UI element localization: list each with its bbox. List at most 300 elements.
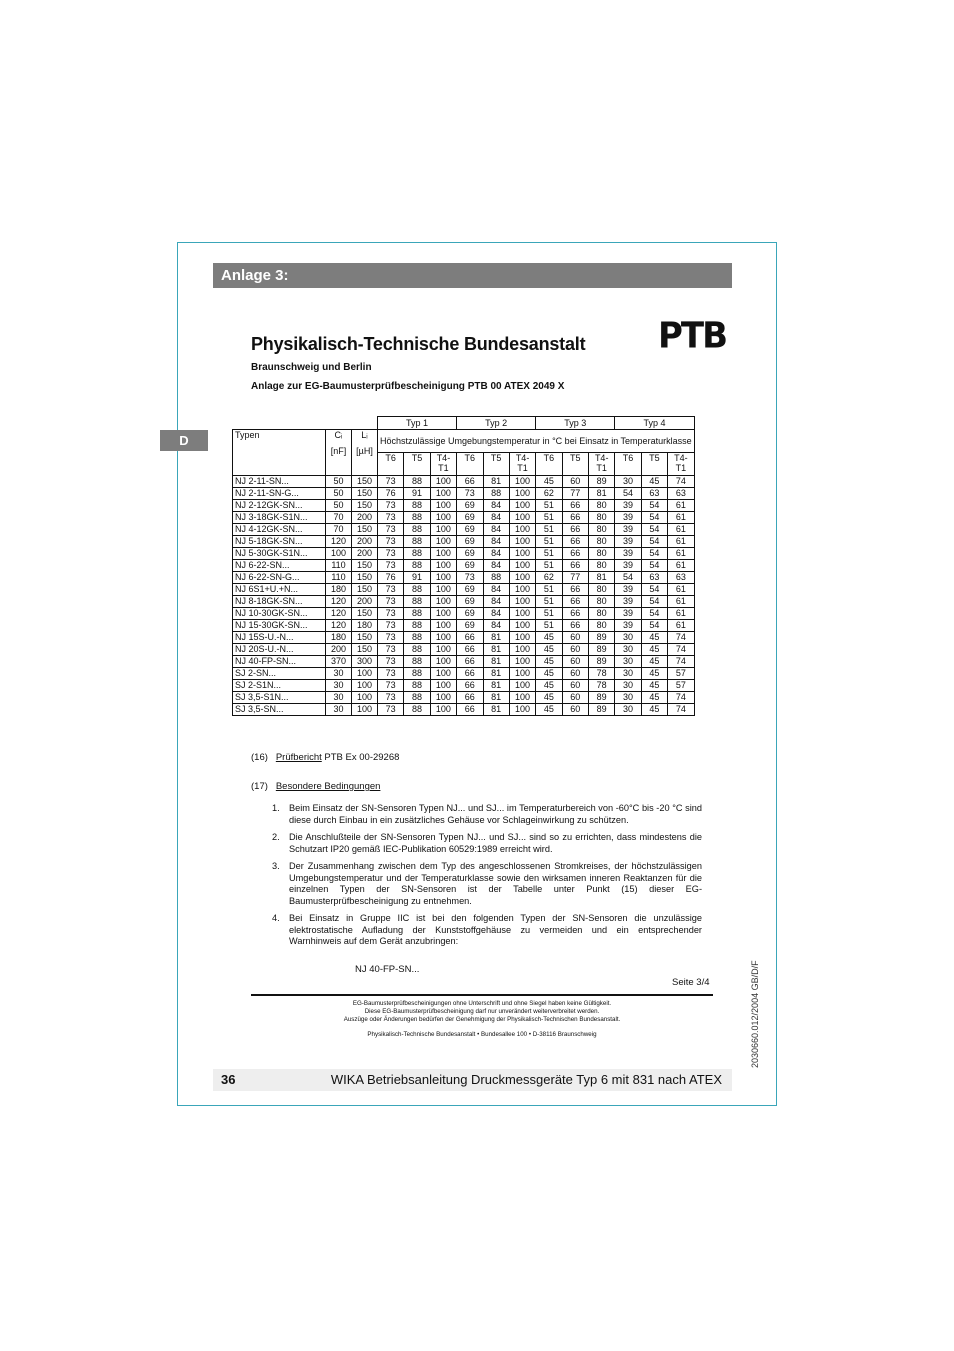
- inductance-cell: 200: [352, 536, 378, 548]
- temperature-cell: 88: [404, 692, 430, 704]
- temperature-cell: 81: [483, 656, 509, 668]
- col-l-header: [352, 430, 378, 476]
- sensor-types-table: [232, 416, 695, 716]
- temperature-cell: 84: [483, 524, 509, 536]
- temperature-cell: 100: [509, 608, 535, 620]
- temperature-cell: 76: [378, 572, 404, 584]
- fine-print-line: Diese EG-Baumusterprüfbescheinigung darf nur unverändert weiterverbreitet werden.: [364, 1008, 600, 1015]
- temperature-cell: 89: [589, 656, 615, 668]
- temperature-cell: 100: [509, 548, 535, 560]
- temperature-cell: 39: [615, 608, 641, 620]
- temperature-cell: 66: [457, 632, 483, 644]
- temperature-cell: 100: [509, 680, 535, 692]
- fine-print-line: Auszüge oder Änderungen bedürfen der Genehmigung der Physikalisch-Technischen Bundesanstalt.: [343, 1016, 621, 1023]
- col-l-label: Lᵢ: [361, 430, 368, 440]
- temperature-cell: 100: [509, 668, 535, 680]
- temperature-cell: 30: [615, 656, 641, 668]
- temp-class-header: T4-T1: [430, 453, 456, 476]
- capacitance-cell: 110: [326, 560, 352, 572]
- divider: [251, 994, 713, 996]
- sensor-type-cell: NJ 15S-U.-N...: [233, 632, 326, 644]
- ptb-logo: PTB: [658, 315, 727, 357]
- temperature-cell: 100: [509, 692, 535, 704]
- institute-title: Physikalisch-Technische Bundesanstalt: [251, 334, 586, 354]
- temperature-cell: 45: [641, 632, 667, 644]
- temperature-cell: 100: [430, 596, 456, 608]
- nj40-sensor-line: NJ 40-FP-SN...: [355, 964, 420, 975]
- temperature-cell: 51: [536, 512, 562, 524]
- temperature-cell: 66: [562, 620, 588, 632]
- temperature-cell: 88: [404, 704, 430, 716]
- temperature-cell: 80: [589, 524, 615, 536]
- temperature-cell: 84: [483, 536, 509, 548]
- inductance-cell: 100: [352, 704, 378, 716]
- table-row: [233, 608, 695, 620]
- inductance-cell: 100: [352, 680, 378, 692]
- temperature-cell: 69: [457, 560, 483, 572]
- capacitance-cell: 180: [326, 632, 352, 644]
- temperature-cell: 100: [430, 584, 456, 596]
- temperature-cell: 89: [589, 632, 615, 644]
- sensor-type-cell: NJ 10-30GK-SN...: [233, 608, 326, 620]
- temperature-cell: 78: [589, 668, 615, 680]
- sensor-type-cell: NJ 6-22-SN...: [233, 560, 326, 572]
- temperature-cell: 60: [562, 476, 588, 488]
- temperature-cell: 45: [536, 680, 562, 692]
- temperature-cell: 73: [378, 620, 404, 632]
- temperature-cell: 74: [668, 704, 694, 716]
- table-row: [233, 572, 695, 584]
- temperature-cell: 66: [562, 536, 588, 548]
- temperature-cell: 45: [641, 668, 667, 680]
- temperature-cell: 88: [404, 536, 430, 548]
- typ-header: Typ 3: [536, 417, 615, 430]
- temperature-cell: 84: [483, 560, 509, 572]
- temperature-cell: 88: [404, 476, 430, 488]
- temperature-cell: 100: [509, 656, 535, 668]
- temperature-cell: 66: [562, 596, 588, 608]
- table-row: [233, 560, 695, 572]
- temperature-cell: 66: [457, 680, 483, 692]
- temperature-cell: 51: [536, 524, 562, 536]
- section-17: [251, 781, 380, 792]
- temperature-cell: 100: [430, 680, 456, 692]
- capacitance-cell: 70: [326, 524, 352, 536]
- temperature-cell: 39: [615, 536, 641, 548]
- temperature-cell: 51: [536, 500, 562, 512]
- temperature-cell: 100: [509, 488, 535, 500]
- temperature-cell: 45: [641, 656, 667, 668]
- temperature-cell: 66: [457, 644, 483, 656]
- temperature-cell: 51: [536, 536, 562, 548]
- temperature-cell: 73: [378, 668, 404, 680]
- temperature-cell: 88: [404, 596, 430, 608]
- temperature-cell: 66: [457, 692, 483, 704]
- temperature-cell: 84: [483, 620, 509, 632]
- section-17-number: (17): [251, 781, 268, 792]
- temp-class-header: T5: [483, 453, 509, 476]
- temperature-cell: 81: [483, 476, 509, 488]
- temperature-cell: 100: [509, 476, 535, 488]
- fine-print-line: EG-Baumusterprüfbescheinigungen ohne Unterschrift und ohne Siegel haben keine Gültigkeit.: [352, 1000, 612, 1007]
- capacitance-cell: 30: [326, 680, 352, 692]
- capacitance-cell: 50: [326, 500, 352, 512]
- sensor-type-cell: NJ 2-11-SN...: [233, 476, 326, 488]
- temperature-cell: 66: [562, 548, 588, 560]
- temperature-cell: 54: [641, 548, 667, 560]
- temperature-cell: 45: [536, 692, 562, 704]
- section-16-value: PTB Ex 00-29268: [321, 752, 400, 763]
- temperature-cell: 80: [589, 596, 615, 608]
- temperature-cell: 74: [668, 644, 694, 656]
- table-row: [233, 548, 695, 560]
- sensor-type-cell: NJ 6S1+U.+N...: [233, 584, 326, 596]
- temperature-cell: 88: [404, 608, 430, 620]
- temperature-cell: 30: [615, 668, 641, 680]
- temperature-cell: 69: [457, 500, 483, 512]
- table-row: [233, 476, 695, 488]
- temperature-cell: 30: [615, 704, 641, 716]
- section-16: [251, 752, 399, 763]
- temperature-cell: 81: [589, 488, 615, 500]
- temperature-cell: 73: [378, 608, 404, 620]
- sensor-type-cell: NJ 2-11-SN-G...: [233, 488, 326, 500]
- temp-class-header: T5: [641, 453, 667, 476]
- temperature-cell: 30: [615, 476, 641, 488]
- temperature-cell: 81: [483, 632, 509, 644]
- condition-item: 3. Der Zusammenhang zwischen dem Typ des angeschlossenen Stromkreises, der höchstzulässigen Umgebungstemperatur und der Temperaturklasse sowie den wirksamen inneren Reaktanzen für die einzelnen Typen der SN-Sensoren ist der Tabelle unter Punkt (15) dieser EG-Baumusterprüfbescheinigung zu entnehmen.: [272, 861, 702, 906]
- temperature-cell: 39: [615, 596, 641, 608]
- temperature-cell: 88: [404, 632, 430, 644]
- temperature-cell: 61: [668, 548, 694, 560]
- temperature-cell: 88: [404, 512, 430, 524]
- inductance-cell: 150: [352, 488, 378, 500]
- temperature-cell: 73: [378, 656, 404, 668]
- temperature-cell: 73: [378, 476, 404, 488]
- capacitance-cell: 100: [326, 548, 352, 560]
- temperature-cell: 100: [430, 704, 456, 716]
- table-row: [233, 584, 695, 596]
- capacitance-cell: 120: [326, 596, 352, 608]
- temperature-cell: 89: [589, 704, 615, 716]
- section-17-label: Besondere Bedingungen: [275, 781, 381, 792]
- temperature-cell: 60: [562, 656, 588, 668]
- temp-class-header: T4-T1: [589, 453, 615, 476]
- page-number: 36: [221, 1072, 236, 1087]
- location-subtitle: Braunschweig und Berlin: [251, 362, 372, 373]
- table-row: [233, 692, 695, 704]
- temp-class-header: T6: [457, 453, 483, 476]
- temperature-cell: 30: [615, 644, 641, 656]
- col-typen-header: Typen: [233, 430, 326, 476]
- temperature-cell: 45: [536, 632, 562, 644]
- temperature-cell: 66: [457, 656, 483, 668]
- inductance-cell: 150: [352, 608, 378, 620]
- temperature-cell: 78: [589, 680, 615, 692]
- temperature-cell: 45: [536, 656, 562, 668]
- temperature-cell: 62: [536, 572, 562, 584]
- temperature-cell: 100: [430, 488, 456, 500]
- temperature-cell: 45: [536, 476, 562, 488]
- temperature-cell: 66: [457, 476, 483, 488]
- temperature-cell: 100: [430, 632, 456, 644]
- temperature-cell: 100: [430, 500, 456, 512]
- temperature-cell: 61: [668, 536, 694, 548]
- temperature-cell: 100: [430, 620, 456, 632]
- inductance-cell: 150: [352, 500, 378, 512]
- temperature-cell: 91: [404, 572, 430, 584]
- temperature-cell: 69: [457, 596, 483, 608]
- temperature-cell: 54: [641, 524, 667, 536]
- temperature-cell: 73: [457, 488, 483, 500]
- temperature-cell: 66: [562, 608, 588, 620]
- temperature-cell: 88: [404, 680, 430, 692]
- temperature-group-title: Höchstzulässige Umgebungstemperatur in °C bei Einsatz in Temperaturklasse: [378, 430, 695, 453]
- inductance-cell: 100: [352, 692, 378, 704]
- table-row: [233, 644, 695, 656]
- table-row: [233, 524, 695, 536]
- inductance-cell: 150: [352, 584, 378, 596]
- temperature-cell: 63: [641, 572, 667, 584]
- capacitance-cell: 30: [326, 668, 352, 680]
- sensor-type-cell: NJ 2-12GK-SN...: [233, 500, 326, 512]
- temp-class-header: T5: [562, 453, 588, 476]
- temperature-cell: 100: [509, 704, 535, 716]
- temperature-cell: 54: [641, 560, 667, 572]
- temperature-cell: 84: [483, 596, 509, 608]
- table-row: [233, 656, 695, 668]
- capacitance-cell: 370: [326, 656, 352, 668]
- temperature-cell: 73: [378, 548, 404, 560]
- temperature-cell: 100: [509, 536, 535, 548]
- temperature-cell: 66: [457, 668, 483, 680]
- temperature-cell: 84: [483, 608, 509, 620]
- temperature-cell: 84: [483, 500, 509, 512]
- temperature-cell: 54: [641, 584, 667, 596]
- temperature-cell: 84: [483, 584, 509, 596]
- temperature-cell: 77: [562, 488, 588, 500]
- temperature-cell: 100: [509, 512, 535, 524]
- temperature-cell: 61: [668, 560, 694, 572]
- temperature-cell: 45: [641, 644, 667, 656]
- capacitance-cell: 180: [326, 584, 352, 596]
- temperature-cell: 88: [483, 488, 509, 500]
- temperature-cell: 81: [483, 668, 509, 680]
- temperature-cell: 80: [589, 548, 615, 560]
- temperature-cell: 39: [615, 584, 641, 596]
- sensor-type-cell: NJ 3-18GK-S1N...: [233, 512, 326, 524]
- temperature-cell: 81: [483, 644, 509, 656]
- temp-class-header: T6: [536, 453, 562, 476]
- temperature-cell: 100: [509, 596, 535, 608]
- temperature-cell: 45: [536, 704, 562, 716]
- inductance-cell: 150: [352, 632, 378, 644]
- capacitance-cell: 200: [326, 644, 352, 656]
- temperature-cell: 73: [378, 536, 404, 548]
- temperature-cell: 61: [668, 500, 694, 512]
- footer-title: WIKA Betriebsanleitung Druckmessgeräte Typ 6 mit 831 nach ATEX: [330, 1072, 722, 1087]
- temperature-cell: 45: [641, 680, 667, 692]
- temperature-cell: 73: [378, 692, 404, 704]
- temperature-cell: 54: [641, 608, 667, 620]
- temperature-cell: 73: [378, 644, 404, 656]
- temperature-cell: 73: [378, 560, 404, 572]
- inductance-cell: 200: [352, 596, 378, 608]
- temperature-cell: 54: [615, 488, 641, 500]
- temperature-cell: 89: [589, 644, 615, 656]
- inductance-cell: 150: [352, 476, 378, 488]
- temperature-cell: 73: [378, 524, 404, 536]
- temperature-cell: 51: [536, 560, 562, 572]
- temperature-cell: 60: [562, 644, 588, 656]
- anlage-heading: Anlage 3:: [213, 263, 732, 288]
- temperature-cell: 60: [562, 668, 588, 680]
- temperature-cell: 80: [589, 512, 615, 524]
- temperature-cell: 74: [668, 692, 694, 704]
- document-code: 2030660.012/2004 GB/D/F: [750, 960, 760, 1068]
- inductance-cell: 100: [352, 668, 378, 680]
- temperature-cell: 54: [641, 596, 667, 608]
- temperature-cell: 88: [404, 644, 430, 656]
- temperature-cell: 73: [378, 584, 404, 596]
- temp-class-header: T6: [615, 453, 641, 476]
- section-16-number: (16): [251, 752, 268, 763]
- temperature-cell: 100: [430, 512, 456, 524]
- temperature-cell: 73: [378, 704, 404, 716]
- temperature-cell: 100: [509, 620, 535, 632]
- table-row: [233, 668, 695, 680]
- temp-class-header: T4-T1: [509, 453, 535, 476]
- temperature-cell: 100: [509, 572, 535, 584]
- temperature-cell: 61: [668, 620, 694, 632]
- inductance-cell: 180: [352, 620, 378, 632]
- inductance-cell: 200: [352, 512, 378, 524]
- temperature-cell: 57: [668, 680, 694, 692]
- fine-print: [251, 1000, 713, 1024]
- temperature-cell: 88: [404, 584, 430, 596]
- temperature-cell: 51: [536, 620, 562, 632]
- temperature-cell: 39: [615, 512, 641, 524]
- temperature-cell: 73: [378, 680, 404, 692]
- temperature-cell: 100: [509, 560, 535, 572]
- table-row: [233, 512, 695, 524]
- temperature-cell: 100: [430, 560, 456, 572]
- temperature-cell: 100: [430, 692, 456, 704]
- temperature-cell: 51: [536, 548, 562, 560]
- table-row: [233, 536, 695, 548]
- capacitance-cell: 120: [326, 536, 352, 548]
- temperature-cell: 77: [562, 572, 588, 584]
- temperature-cell: 100: [430, 656, 456, 668]
- sensor-type-cell: NJ 40-FP-SN...: [233, 656, 326, 668]
- capacitance-cell: 110: [326, 572, 352, 584]
- temperature-cell: 61: [668, 596, 694, 608]
- temperature-cell: 100: [430, 572, 456, 584]
- temperature-cell: 66: [562, 560, 588, 572]
- inductance-cell: 150: [352, 560, 378, 572]
- temperature-cell: 100: [430, 644, 456, 656]
- table-row: [233, 500, 695, 512]
- temperature-cell: 54: [641, 620, 667, 632]
- temperature-cell: 100: [430, 668, 456, 680]
- institute-address: Physikalisch-Technische Bundesanstalt • Bundesallee 100 • D-38116 Braunschweig: [367, 1031, 597, 1038]
- temperature-cell: 88: [404, 560, 430, 572]
- temperature-cell: 76: [378, 488, 404, 500]
- sensor-type-cell: NJ 20S-U.-N...: [233, 644, 326, 656]
- typ-header: Typ 4: [615, 417, 694, 430]
- temperature-cell: 60: [562, 680, 588, 692]
- temperature-cell: 39: [615, 524, 641, 536]
- sensor-type-cell: SJ 2-S1N...: [233, 680, 326, 692]
- temperature-cell: 66: [562, 512, 588, 524]
- temperature-cell: 60: [562, 692, 588, 704]
- capacitance-cell: 30: [326, 692, 352, 704]
- temperature-cell: 80: [589, 560, 615, 572]
- inductance-cell: 150: [352, 572, 378, 584]
- condition-item: 4. Bei Einsatz in Gruppe IIC ist bei den folgenden Typen der SN-Sensoren die unzulässige elektrostatische Aufladung der Kunststoffgehäuse zu vermeiden und ein entsprechender Warnhinweis auf dem Gerät anzubringen:: [272, 913, 702, 946]
- temperature-cell: 69: [457, 548, 483, 560]
- temperature-cell: 51: [536, 584, 562, 596]
- capacitance-cell: 120: [326, 608, 352, 620]
- temp-class-header: T6: [378, 453, 404, 476]
- table-row: [233, 680, 695, 692]
- temperature-cell: 100: [430, 548, 456, 560]
- temp-class-header: T5: [404, 453, 430, 476]
- temperature-cell: 73: [378, 500, 404, 512]
- inductance-cell: 300: [352, 656, 378, 668]
- temperature-cell: 45: [536, 668, 562, 680]
- temperature-cell: 61: [668, 524, 694, 536]
- conditions-list: [272, 803, 702, 954]
- temperature-cell: 81: [483, 692, 509, 704]
- temperature-cell: 80: [589, 584, 615, 596]
- temperature-cell: 54: [641, 500, 667, 512]
- temperature-cell: 89: [589, 692, 615, 704]
- col-c-unit: [nF]: [330, 446, 347, 456]
- temperature-cell: 73: [378, 632, 404, 644]
- table-header-row: [233, 430, 695, 453]
- temperature-cell: 45: [641, 692, 667, 704]
- sensor-type-cell: NJ 5-18GK-SN...: [233, 536, 326, 548]
- sensor-type-cell: SJ 3,5-SN...: [233, 704, 326, 716]
- temperature-cell: 66: [562, 500, 588, 512]
- temperature-cell: 88: [404, 620, 430, 632]
- temperature-cell: 61: [668, 512, 694, 524]
- sensor-type-cell: NJ 15-30GK-SN...: [233, 620, 326, 632]
- capacitance-cell: 120: [326, 620, 352, 632]
- temperature-cell: 100: [430, 608, 456, 620]
- typ-header: Typ 1: [378, 417, 457, 430]
- temperature-cell: 63: [668, 572, 694, 584]
- temperature-cell: 88: [404, 548, 430, 560]
- sensor-type-cell: NJ 6-22-SN-G...: [233, 572, 326, 584]
- temperature-cell: 100: [430, 476, 456, 488]
- capacitance-cell: 50: [326, 488, 352, 500]
- table-row: [233, 704, 695, 716]
- temperature-cell: 74: [668, 476, 694, 488]
- table-row: [233, 632, 695, 644]
- temperature-cell: 80: [589, 620, 615, 632]
- temperature-cell: 30: [615, 680, 641, 692]
- temperature-cell: 69: [457, 620, 483, 632]
- temperature-cell: 91: [404, 488, 430, 500]
- temperature-cell: 54: [641, 512, 667, 524]
- temperature-cell: 45: [641, 704, 667, 716]
- table-row: [233, 596, 695, 608]
- temperature-cell: 57: [668, 668, 694, 680]
- temperature-cell: 62: [536, 488, 562, 500]
- temperature-cell: 74: [668, 632, 694, 644]
